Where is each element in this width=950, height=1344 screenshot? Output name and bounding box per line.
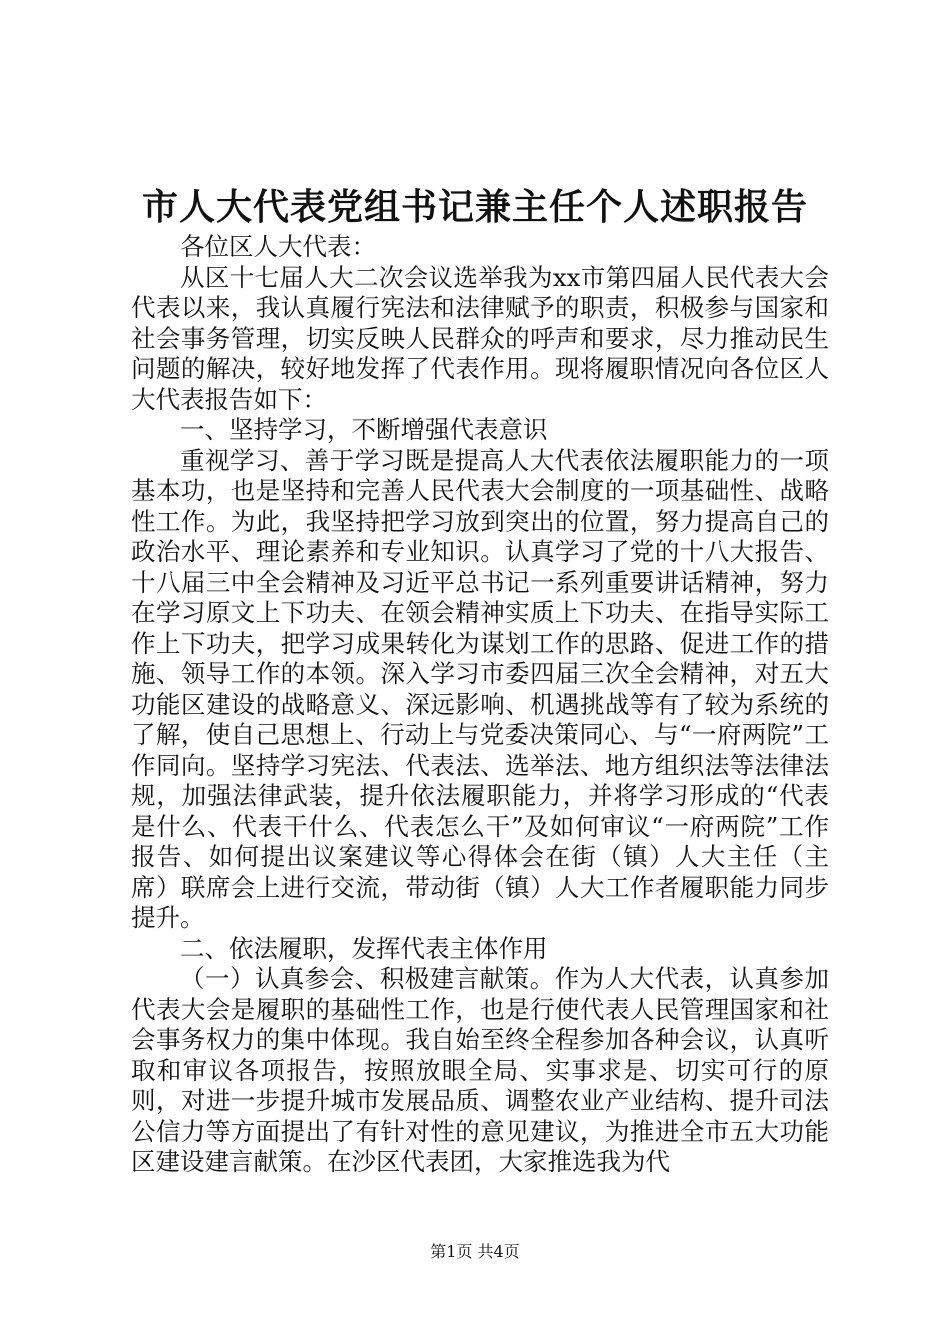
section-2-paragraph: （一）认真参会、积极建言献策。作为人大代表，认真参加代表大会是履职的基础性工作，也是行使代表人民管理国家和社会事务权力的集中体现。我自始至终全程参加各种会议，认真听取和审议各项报告，按照放眼全局、实事求是、切实可行的原则，对进一步提升城市发展品质、调整农业产业结构、提升司法公信力等方面提出了有针对性的意见建议，为推进全市五大功能区建设建言献策。在沙区代表团，大家推选我为代	[131, 964, 829, 1176]
document-body	[131, 232, 829, 1178]
page-number-footer: 第1页 共4页	[430, 1242, 520, 1261]
section-heading-2: 二、依法履职，发挥代表主体作用	[180, 933, 548, 963]
document-title: 市人大代表党组书记兼主任个人述职报告	[141, 186, 808, 228]
salutation-paragraph: 各位区人大代表：	[180, 232, 376, 261]
section-heading-1: 一、坚持学习，不断增强代表意识	[180, 415, 548, 444]
section-1-paragraph: 重视学习、善于学习既是提高人大代表依法履职能力的一项基本功，也是坚持和完善人民代表大会制度的一项基础性、战略性工作。为此，我坚持把学习放到突出的位置，努力提高自己的政治水平、理论素养和专业知识。认真学习了党的十八大报告、十八届三中全会精神及习近平总书记一系列重要讲话精神，努力在学习原文上下功夫、在领会精神实质上下功夫、在指导实际工作上下功夫，把学习成果转化为谋划工作的思路、促进工作的措施、领导工作的本领。深入学习市委四届三次全会精神，对五大功能区建设的战略意义、深远影响、机遇挑战等有了较为系统的了解，使自己思想上、行动上与党委决策同心、与“一府两院”工作同向。坚持学习宪法、代表法、选举法、地方组织法等法律法规，加强法律武装，提升依法履职能力，并将学习形成的“代表是什么、代表干什么、代表怎么干”及如何审议“一府两院”工作报告、如何提出议案建议等心得体会在街（镇）人大主任（主席）联席会上进行交流，带动街（镇）人大工作者履职能力同步提升。	[131, 445, 829, 932]
intro-paragraph: 从区十七届人大二次会议选举我为xx市第四届人民代表大会代表以来，我认真履行宪法和法律赋予的职责，积极参与国家和社会事务管理，切实反映人民群众的呼声和要求，尽力推动民生问题的解决，较好地发挥了代表作用。现将履职情况向各位区人大代表报告如下：	[131, 262, 829, 414]
